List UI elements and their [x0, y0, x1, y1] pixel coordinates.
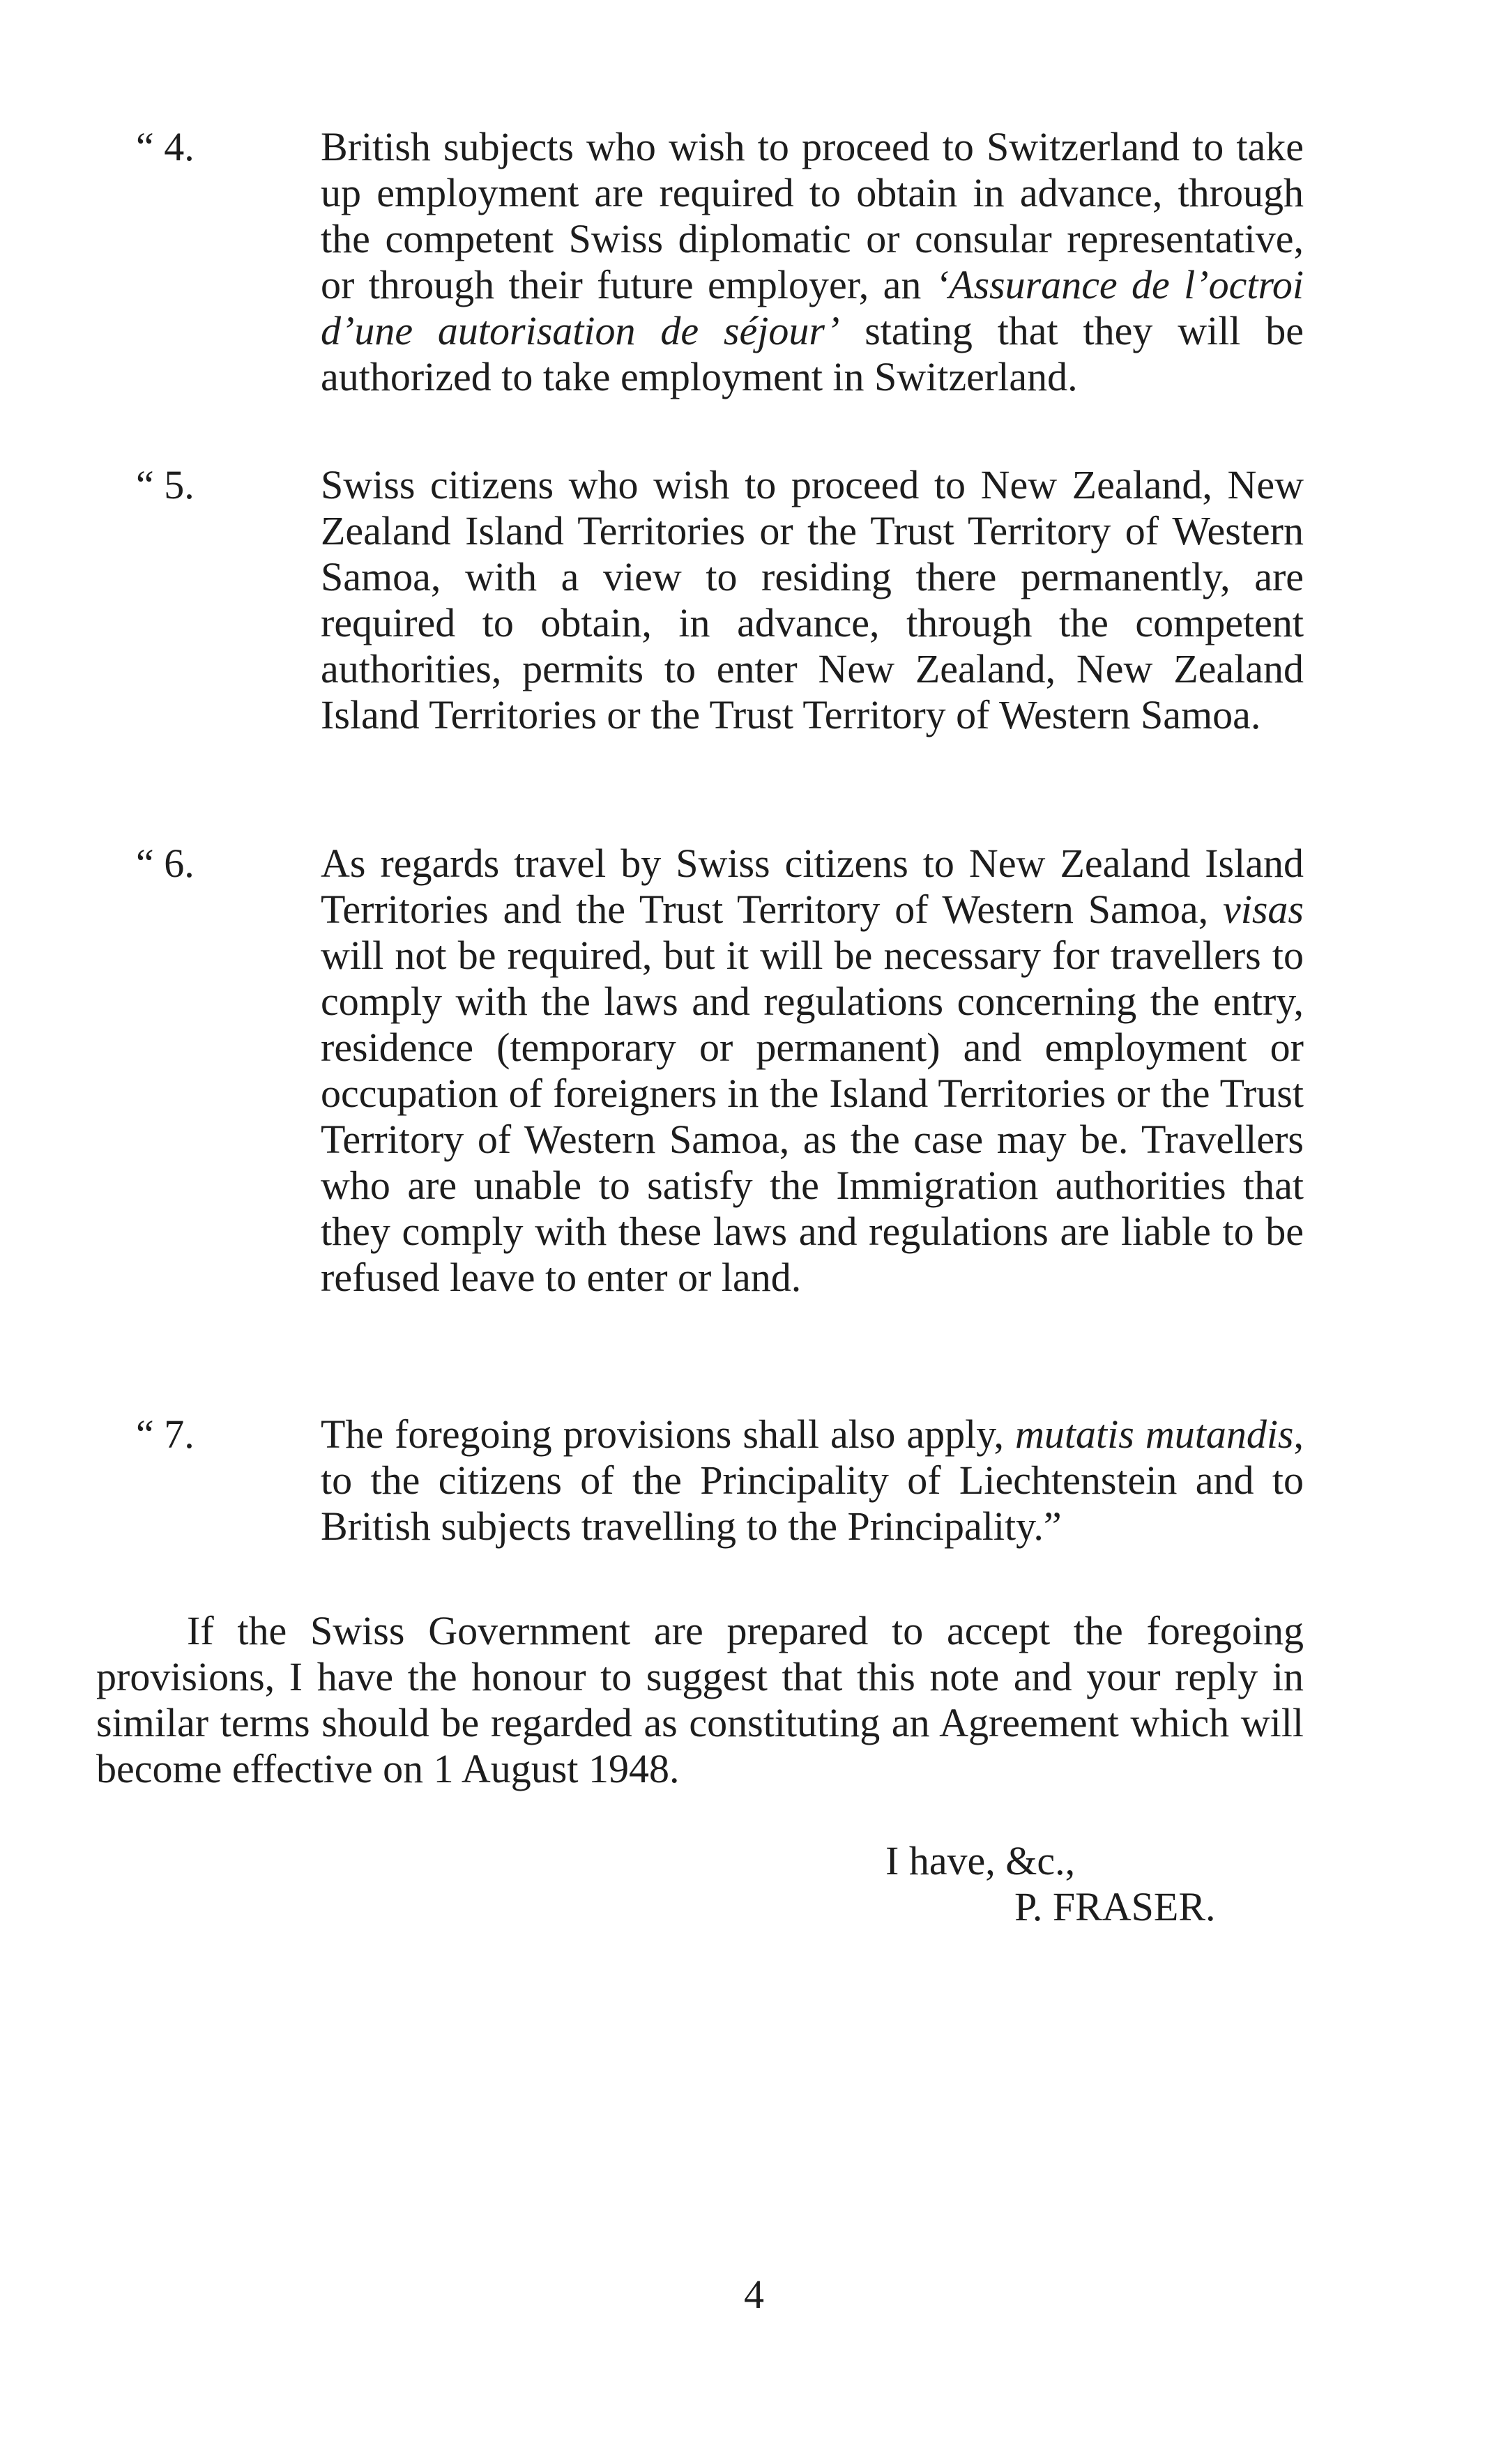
provision-marker: “ 5. — [136, 462, 195, 507]
proposal-paragraph: If the Swiss Government are prepared to accept the foregoing provisions, I have the honour to suggest that this note and your reply in similar terms should be regarded as constituting an Agreement which will become effective on 1 August 1948. — [96, 1608, 1304, 1791]
provision-text: The foregoing provisions shall also apply, — [321, 1411, 1015, 1457]
page-number: 4 — [744, 2272, 764, 2317]
provision-marker: “ 4. — [136, 124, 195, 169]
provision-text: will not be required, but it will be necessary for travellers to comply with the laws and regulations concerning the entry, residence (temporary or permanent) and employment or occupation of foreigners in the Island Territories or the Trust Territory of Western Samoa, as the case may be. Travellers who are unable to satisfy the Immigration authorities that they comply with these laws and regulations are liable to be refused leave to enter or land. — [321, 933, 1304, 1300]
provision-text: Swiss citizens who wish to proceed to New Zealand, New Zealand Island Territories or the Trust Territory of Western Samoa, with a view to residing there permanently, are required to obtain, in advance, through the competent authorities, permits to enter New Zealand, New Zealand Island Territories or the Trust Territory of Western Samoa. — [321, 462, 1304, 737]
signature: P. FRASER. — [1014, 1884, 1216, 1929]
provision-marker: “ 7. — [136, 1411, 195, 1457]
provision-5 — [136, 462, 1304, 738]
provision-4 — [136, 124, 1304, 400]
provision-italic-text: ‘Assurance de l’octroi d’une autorisation de séjour’ — [321, 262, 1304, 353]
provision-italic-text: mutatis mutandis — [1015, 1411, 1294, 1457]
provision-text: stating that they will be authorized to take employment in Switzerland. — [321, 308, 1304, 399]
provision-text: As regards travel by Swiss citizens to New Zealand Island Territories and the Trust Territory of Western Samoa, — [321, 841, 1304, 932]
provision-italic-text: visas — [1223, 887, 1304, 932]
provision-6 — [136, 841, 1304, 1301]
provision-7 — [136, 1411, 1304, 1549]
closing-salutation: I have, &c., — [885, 1838, 1076, 1883]
provision-text: , to the citizens of the Principality of Liechtenstein and to British subjects travelling to the Principality.” — [321, 1411, 1304, 1549]
provision-text: British subjects who wish to proceed to Switzerland to take up employment are required to obtain in advance, through the competent Swiss diplomatic or consular representative, or through their future employer, an — [321, 124, 1304, 307]
provision-marker: “ 6. — [136, 841, 195, 886]
